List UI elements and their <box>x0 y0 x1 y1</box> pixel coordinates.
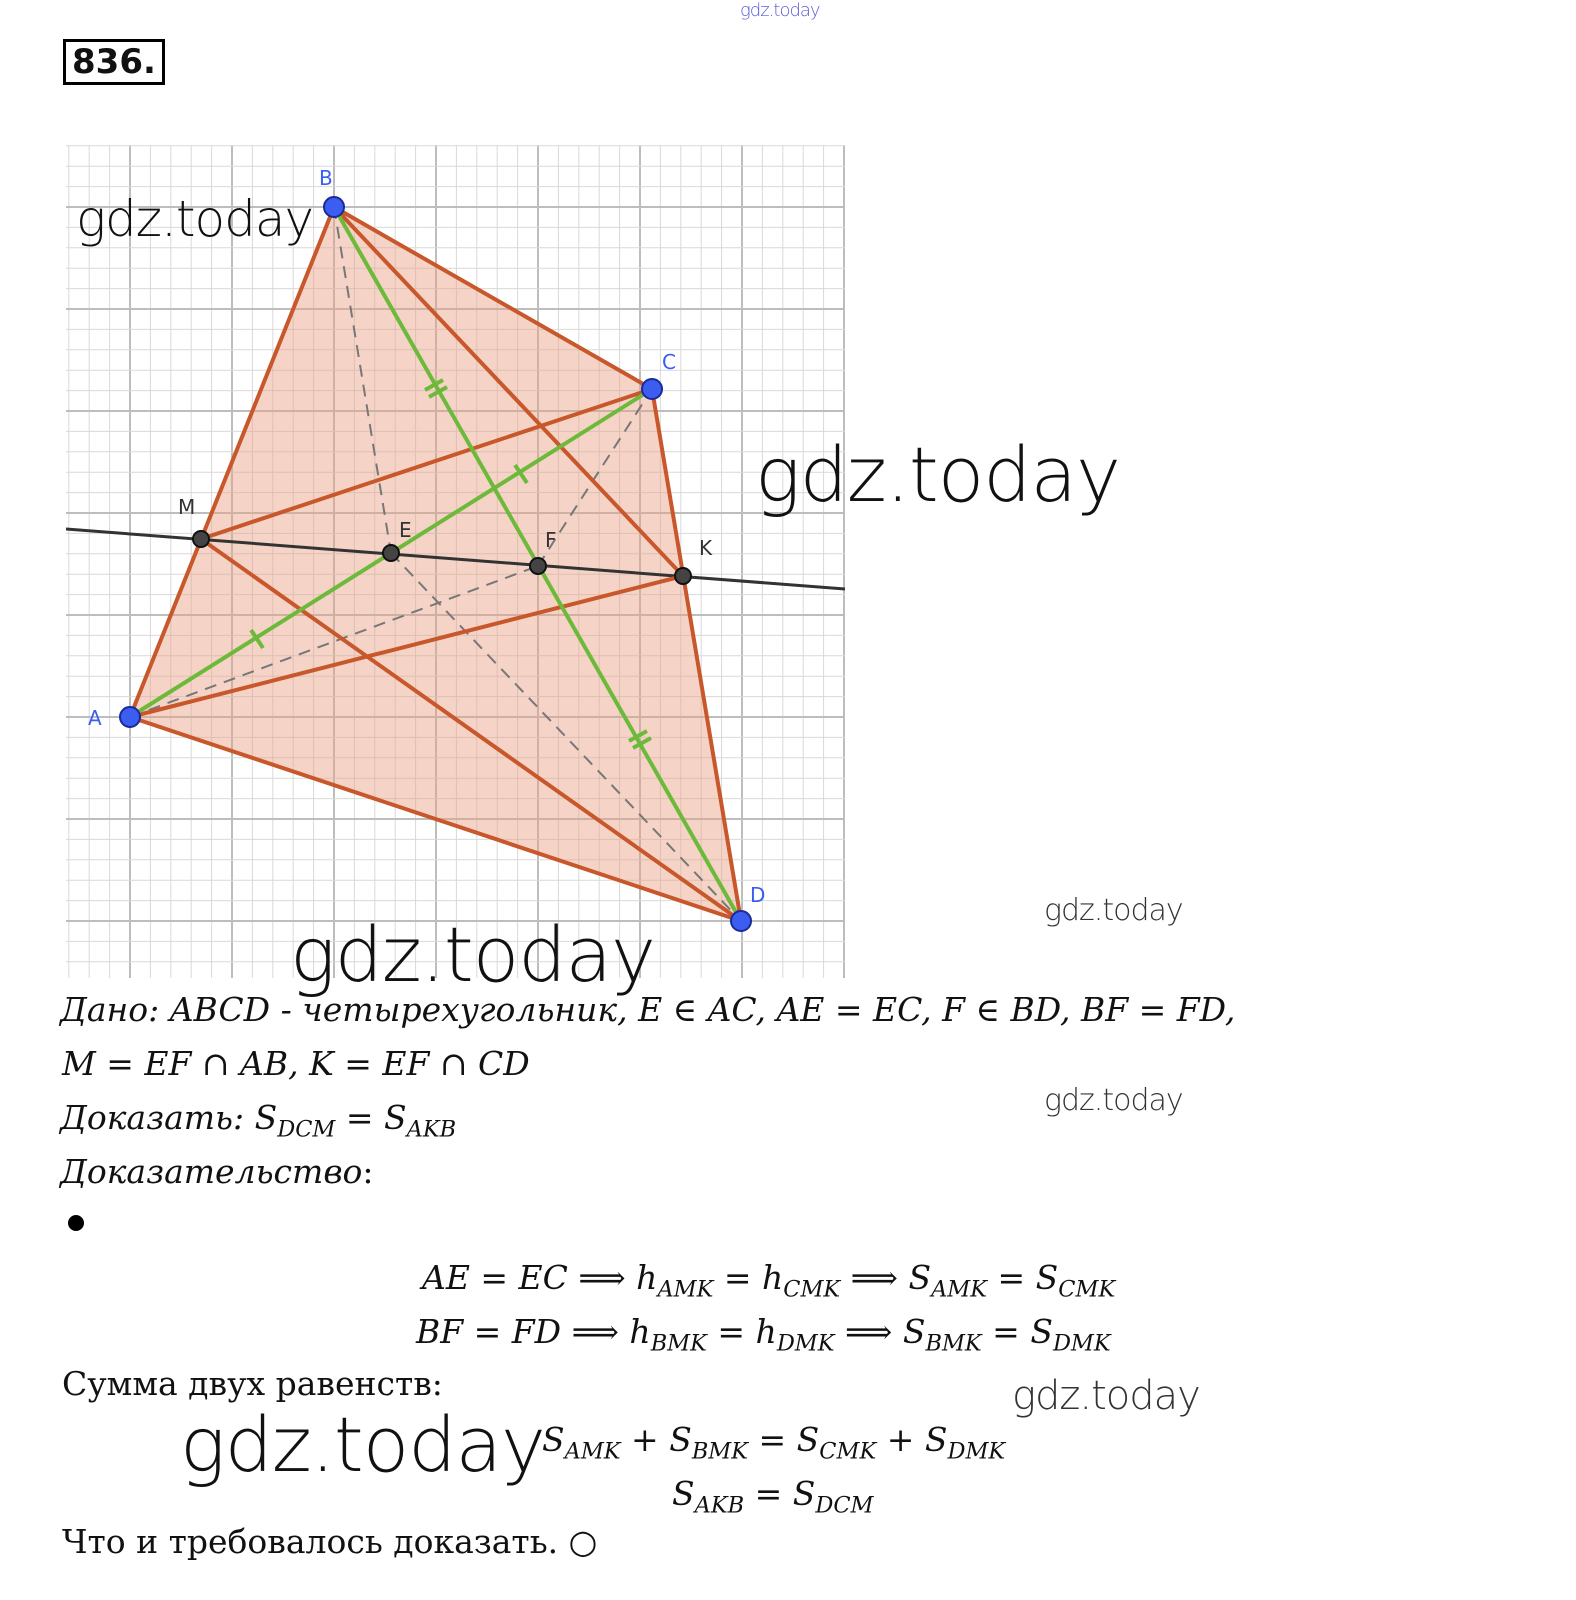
eq4-part2: = S <box>744 1474 816 1513</box>
eq3-sub4: DMK <box>947 1438 1006 1465</box>
point-k <box>675 568 691 584</box>
given-text-1: : ABCD - четырехугольник, E ∈ AC, AE = EC, F ∈ BD, BF = FD, <box>148 990 1236 1029</box>
point-f <box>530 558 546 574</box>
watermark-5: gdz.today <box>1044 1083 1183 1118</box>
eq1-sub2: CMK <box>783 1276 841 1303</box>
point-d <box>731 911 751 931</box>
given-label: Дано <box>60 990 149 1029</box>
bullet <box>68 1215 84 1231</box>
eq1-part4: = S <box>987 1258 1059 1297</box>
eq1-part1: AE = EC ⟹ h <box>422 1258 658 1297</box>
equation-4 <box>672 1474 873 1519</box>
proof-heading <box>60 1152 374 1191</box>
label-e: E <box>399 518 412 542</box>
equation-3 <box>542 1420 1005 1465</box>
eq1-part3: ⟹ S <box>840 1258 932 1297</box>
eq1-sub1: AMK <box>657 1276 714 1303</box>
watermark-4: gdz.today <box>1044 893 1183 928</box>
point-e <box>383 545 399 561</box>
label-b: B <box>319 166 333 190</box>
point-a <box>120 707 140 727</box>
prove-label: Доказать: <box>60 1098 255 1137</box>
point-c <box>642 379 662 399</box>
watermark-6: gdz.today <box>1012 1373 1200 1419</box>
prove-s2-sub: AKB <box>406 1116 457 1143</box>
watermark-3: gdz.today <box>290 910 655 999</box>
eq3-sub3: CMK <box>819 1438 877 1465</box>
equation-1 <box>422 1258 1115 1303</box>
eq2-sub1: BMK <box>650 1330 707 1357</box>
label-m: M <box>178 495 196 519</box>
eq2-sub2: DMK <box>776 1330 835 1357</box>
label-k: K <box>699 536 713 560</box>
sum-label: Сумма двух равенств: <box>62 1364 443 1403</box>
prove-s1-sub: DCM <box>277 1116 336 1143</box>
watermark-2: gdz.today <box>755 430 1120 519</box>
given-line-1 <box>60 990 1235 1029</box>
label-d: D <box>750 883 766 907</box>
given-line-2: M = EF ∩ AB, K = EF ∩ CD <box>62 1044 530 1083</box>
label-f: F <box>545 528 557 552</box>
eq2-part1: BF = FD ⟹ h <box>416 1312 651 1351</box>
prove-eq: = <box>335 1098 385 1137</box>
eq1-part2: = h <box>713 1258 784 1297</box>
eq2-part4: = S <box>981 1312 1053 1351</box>
eq3-sub2: BMK <box>691 1438 749 1465</box>
eq3-part3: = S <box>748 1420 820 1459</box>
watermark-top: gdz.today <box>740 0 820 21</box>
eq1-sub4: CMK <box>1058 1276 1116 1303</box>
eq2-sub4: DMK <box>1052 1330 1111 1357</box>
point-m <box>193 531 209 547</box>
eq3-sub1: AMK <box>564 1438 621 1465</box>
eq4-sub2: DCM <box>815 1492 874 1519</box>
prove-s2: S <box>384 1098 407 1137</box>
problem-number: 836. <box>63 39 165 85</box>
conclusion: Что и требовалось доказать. ○ <box>62 1522 598 1561</box>
eq3-part1: S <box>542 1420 565 1459</box>
prove-line <box>60 1098 456 1143</box>
proof-colon: : <box>362 1152 374 1191</box>
eq2-part3: ⟹ S <box>834 1312 926 1351</box>
watermark-7: gdz.today <box>180 1400 545 1489</box>
eq3-part4: + S <box>876 1420 948 1459</box>
equation-2 <box>416 1312 1111 1357</box>
eq4-part1: S <box>672 1474 695 1513</box>
point-b <box>324 197 344 217</box>
eq4-sub1: AKB <box>694 1492 745 1519</box>
label-c: C <box>662 350 676 374</box>
eq2-sub3: BMK <box>925 1330 982 1357</box>
watermark-1: gdz.today <box>76 190 314 248</box>
eq2-part2: = h <box>706 1312 777 1351</box>
eq3-part2: + S <box>620 1420 692 1459</box>
eq1-sub3: AMK <box>931 1276 988 1303</box>
prove-s1: S <box>254 1098 278 1137</box>
proof-label: Доказательство <box>60 1152 363 1191</box>
label-a: A <box>88 706 102 730</box>
